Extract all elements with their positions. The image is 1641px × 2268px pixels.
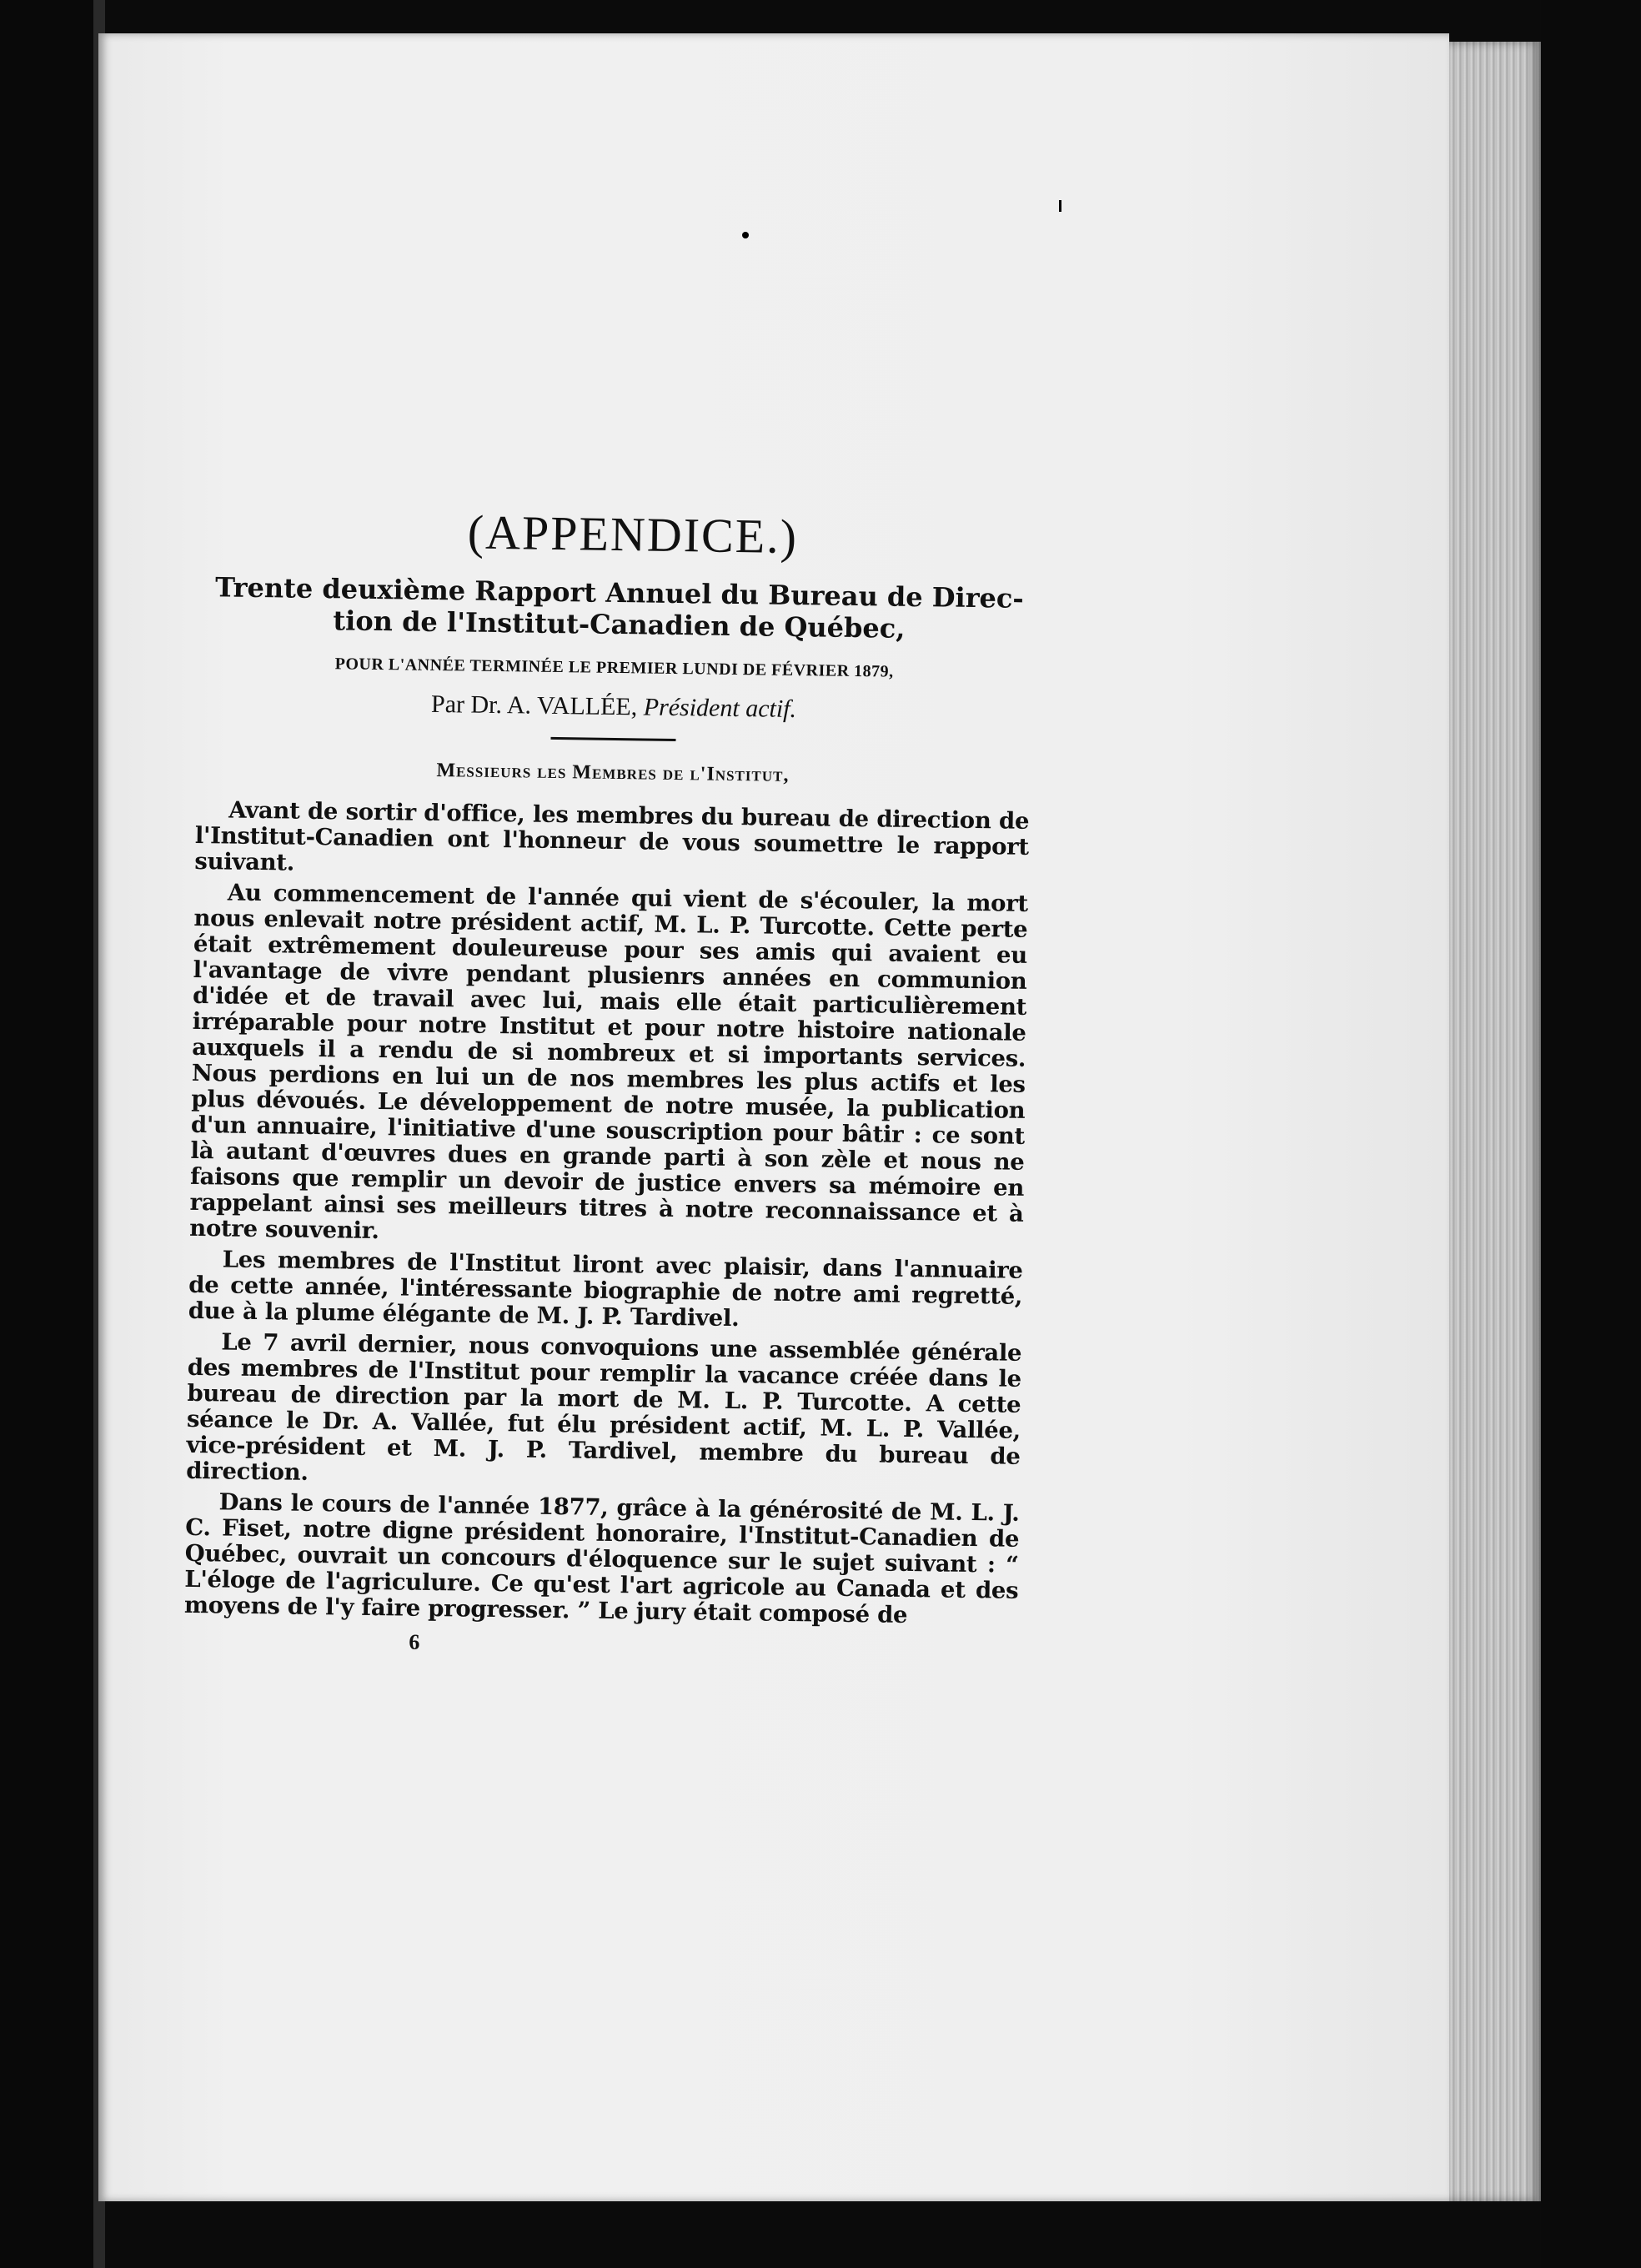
paragraph: Avant de sortir d'office, les membres du bureau de direction de l'Institut-Canadien ont l'honneur de vous soumettre le rapport suivant.: [194, 796, 1030, 876]
title-rule: [550, 737, 675, 741]
paragraph: Au commencement de l'année qui vient de s'écouler, la mort nous enlevait notre président actif, M. L. P. Turcotte. Cette perte était extrêmement douleureuse pour ses amis qui avaient eu l'avantage de vivre pendant plusienrs années en communion d'idée et de travail avec lui, mais elle était particulièrement irréparable pour notre Institut et pour notre histoire nationale auxquels il a rendu de si nombreux et si importants services. Nous perdions en lui un de nos membres les plus actifs et les plus dévoués. Le développement de notre musée, la publication d'un annuaire, l'initiative d'une souscription pour bâtir : ce sont là autant d'œuvres dues en grande parti à son zèle et nous ne faisons que remplir un devoir de justice envers sa mémoire en rappelant ainsi ses meilleurs titres à notre reconnaissance et à notre souvenir.: [189, 879, 1029, 1245]
salutation: Messieurs les Membres de l'Institut,: [436, 759, 790, 786]
author-role: Président actif.: [643, 693, 797, 724]
paragraph: Les membres de l'Institut liront avec plaisir, dans l'annuaire de cette année, l'intéressante biographie de notre ami regretté, due à la plume élégante de M. J. P. Tardivel.: [188, 1246, 1023, 1332]
author-line: [197, 687, 1031, 727]
paragraph: Le 7 avril dernier, nous convoquions une assemblée générale des membres de l'Institut pour remplir la vacance créée dans le bureau de direction par la mort de M. L. P. Turcotte. A cette séance le Dr. A. Vallée, fut élu président actif, M. L. P. Vallée, vice-président et M. J. P. Tardivel, membre du bureau de direction.: [185, 1328, 1022, 1486]
paragraph: Dans le cours de l'année 1877, grâce à la générosité de M. L. J. C. Fiset, notre digne président honoraire, l'Institut-Canadien de Québec, ouvrait un concours d'éloquence sur le sujet suivant : “ L'éloge de l'agriculure. Ce qu'est l'art agricole au Canada et des moyens de l'y faire progresser. ” Le jury était composé de: [183, 1488, 1020, 1628]
report-heading-line-1: Trente deuxième Rapport Annuel du Bureau de Direc-: [214, 571, 1024, 615]
scan-right-margin: [1541, 0, 1641, 2268]
ink-mark: [1059, 200, 1061, 212]
ink-speck: [742, 232, 749, 238]
report-body: [184, 797, 1030, 1630]
page-content: [183, 467, 1034, 1663]
report-heading-line-2: tion de l'Institut-Canadien de Québec,: [333, 605, 906, 645]
report-heading: [206, 571, 1032, 646]
appendix-title: (APPENDICE.): [467, 504, 799, 564]
scan-left-margin: [0, 0, 98, 2268]
report-subheading: POUR L'ANNÉE TERMINÉE LE PREMIER LUNDI DE FÉVRIER 1879,: [334, 655, 894, 681]
page-stack-edge: [1449, 42, 1541, 2201]
page-number: 6: [409, 1629, 420, 1654]
author-name: Par Dr. A. VALLÉE,: [430, 690, 638, 721]
